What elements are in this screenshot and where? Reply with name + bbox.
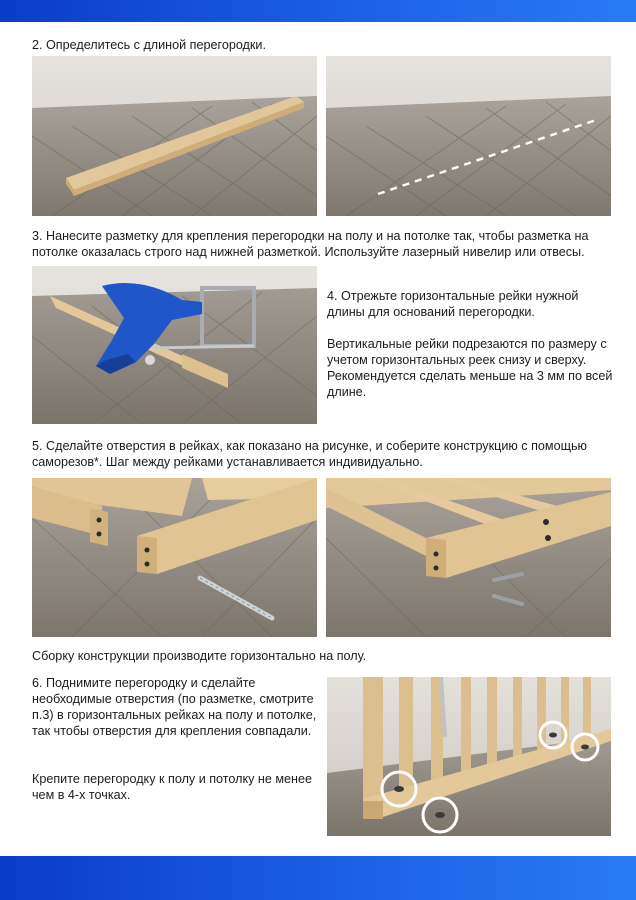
photo-raised-partition [327,677,611,836]
photo-drilled-rails [32,478,317,637]
photo-floor-marking [326,56,611,216]
photo-hacksaw-cutting [32,266,317,424]
step-5-text: 5. Сделайте отверстия в рейках, как показано на рисунке, и соберите конструкцию с помощью саморезов*. Шаг между рейками устанавливается индивидуально. [32,439,587,469]
step-3-text: 3. Нанесите разметку для крепления перегородки на полу и на потолке так, чтобы разметка на потолке оказалась строго над нижней разметкой. Используйте лазерный нивелир или отвесы. [32,229,589,259]
step-4-note: Вертикальные рейки подрезаются по размеру с учетом горизонтальных реек снизу и сверху. Рекомендуется сделать меньше на 3 мм по всей длине. [327,337,613,399]
header-band [0,0,636,22]
footer-band [0,856,636,900]
photo-assembled-frame-screws [326,478,611,637]
step-6-note: Крепите перегородку к полу и потолку не менее чем в 4-х точках. [32,772,313,802]
step-6-text: 6. Поднимите перегородку и сделайте необходимые отверстия (по разметке, смотрите п.3) в горизонтальных рейках на полу и потолке, так чтобы отверстия для крепления совпадали. [32,676,317,738]
photo-beam-on-floor [32,56,317,216]
step-5-note: Сборку конструкции производите горизонтально на полу. [32,649,367,663]
step-4-title: 4. Отрежьте горизонтальные рейки нужной длины для оснований перегородки. [327,289,579,319]
step-2-text: 2. Определитесь с длиной перегородки. [32,38,266,52]
